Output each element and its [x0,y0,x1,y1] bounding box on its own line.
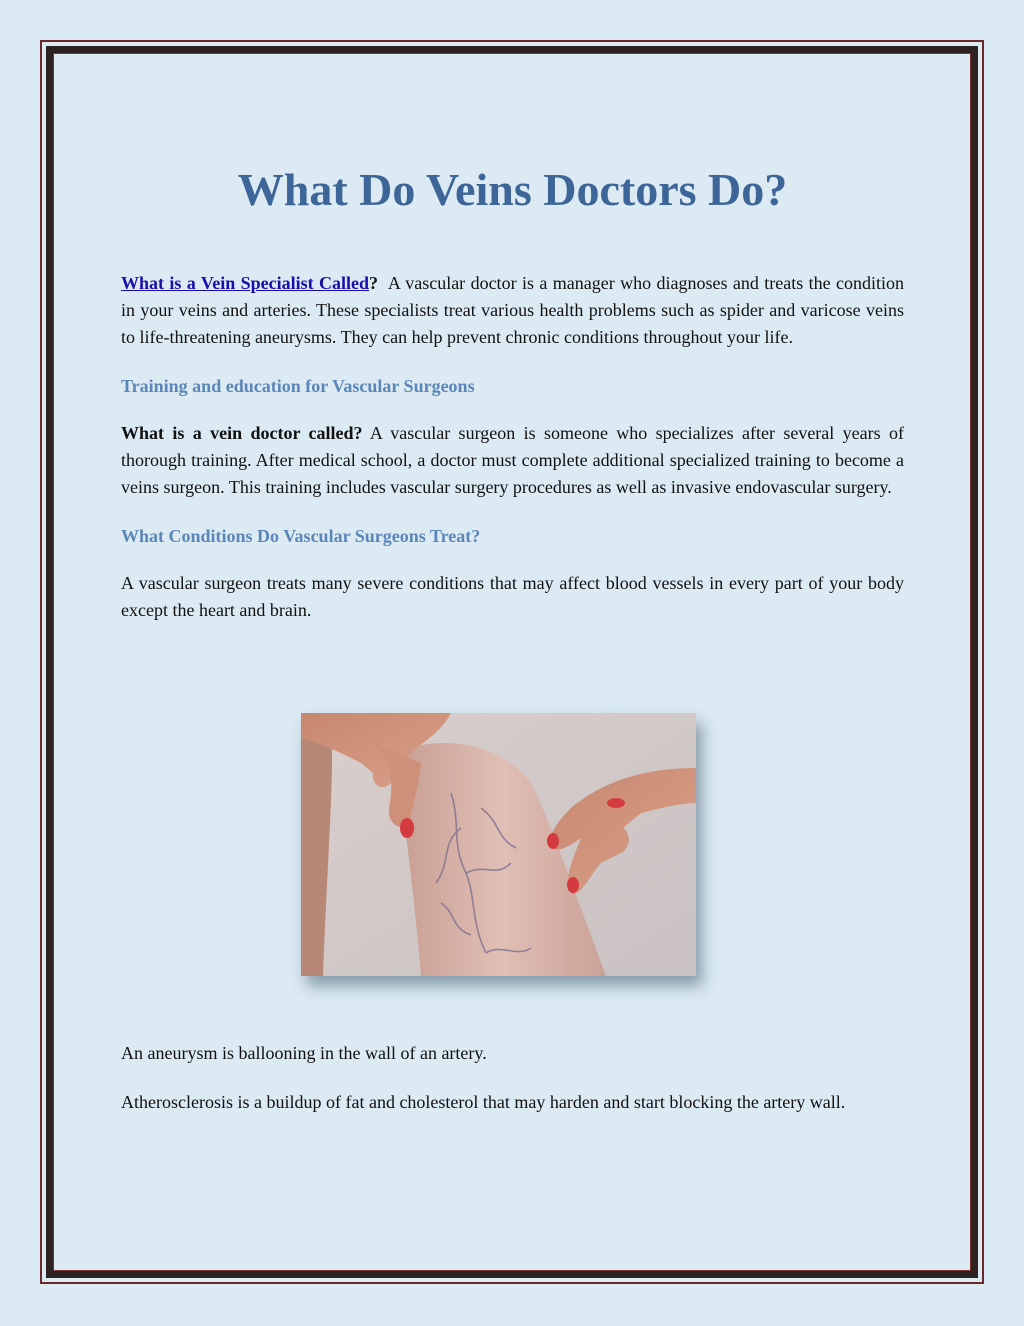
document-body [121,160,904,624]
intro-text: A vascular doctor is a manager who diagnoses and treats the condition in your veins and arteries. These specialists treat various health problems such as spider and varicose veins to life-threatening aneurysms. They can help prevent chronic conditions throughout your life. [121,273,904,347]
conditions-paragraph: A vascular surgeon treats many severe conditions that may affect blood vessels in every part of your body except the heart and brain. [121,573,904,620]
intro-link-suffix: ? [369,273,379,293]
leg-veins-illustration [301,713,696,976]
training-paragraph [121,420,904,501]
aneurysm-paragraph: An aneurysm is ballooning in the wall of an artery. [121,1043,487,1063]
vein-specialist-link[interactable]: What is a Vein Specialist Called [121,273,370,293]
page-title: What Do Veins Doctors Do? [237,164,788,215]
varicose-veins-photo [301,713,696,976]
intro-paragraph [121,270,904,351]
training-text: A vascular surgeon is someone who specializes after several years of thorough training. After medical school, a doctor must complete additional specialized training to become a veins surgeon. This training includes vascular surgery procedures as well as invasive endovascular surgery. [121,423,904,497]
training-lead: What is a vein doctor called? [121,423,363,443]
training-heading: Training and education for Vascular Surgeons [121,376,475,396]
atherosclerosis-paragraph: Atherosclerosis is a buildup of fat and cholesterol that may harden and start blocking the artery wall. [121,1092,846,1112]
after-image-text [121,1040,904,1116]
conditions-heading: What Conditions Do Vascular Surgeons Treat? [121,526,481,546]
